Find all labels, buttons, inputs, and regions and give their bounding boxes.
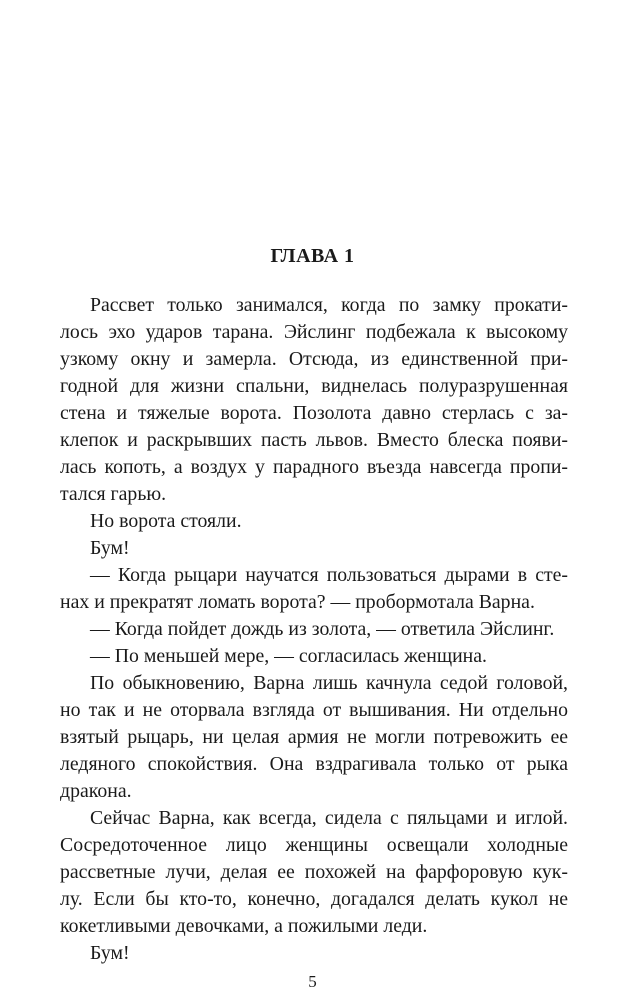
text-line: рассветные лучи, делая ее похожей на фарфоровую кук-	[60, 861, 568, 883]
text-line: — По меньшей мере, — согласилась женщина.	[90, 645, 487, 667]
text-line: кокетливыми девочками, а пожилыми леди.	[60, 915, 428, 937]
text-line: но так и не оторвала взгляда от вышивания. Ни отдельно	[60, 699, 568, 721]
text-line: ледяного спокойствия. Она вздрагивала только от рыка	[60, 753, 568, 775]
text-line: Но ворота стояли.	[90, 510, 242, 532]
text-line: — Когда пойдет дождь из золота, — ответила Эйслинг.	[90, 618, 555, 640]
text-line: взятый рыцарь, ни целая армия не могли потревожить ее	[60, 726, 568, 748]
text-line: Бум!	[90, 537, 130, 559]
text-line: узкому окну и замерла. Отсюда, из единственной при-	[60, 348, 568, 370]
chapter-title: ГЛАВА 1	[270, 245, 355, 267]
text-line: тался гарью.	[60, 483, 167, 505]
text-line: Рассвет только занимался, когда по замку прокати-	[90, 294, 568, 316]
text-line: Бум!	[90, 942, 130, 964]
page-number: 5	[308, 972, 317, 991]
text-line: дракона.	[60, 780, 132, 802]
text-line: лось эхо ударов тарана. Эйслинг подбежала к высокому	[60, 321, 568, 343]
text-line: лу. Если бы кто-то, конечно, догадался делать кукол не	[60, 888, 568, 910]
text-line: Сосредоточенное лицо женщины освещали холодные	[60, 834, 568, 856]
text-line: годной для жизни спальни, виднелась полуразрушенная	[60, 375, 568, 397]
text-line: стена и тяжелые ворота. Позолота давно стерлась с за-	[60, 402, 568, 424]
text-line: нах и прекратят ломать ворота? — пробормотала Варна.	[60, 591, 535, 613]
text-line: клепок и раскрывших пасть львов. Вместо блеска появи-	[60, 429, 568, 451]
text-line: По обыкновению, Варна лишь качнула седой головой,	[90, 672, 568, 694]
text-line: Сейчас Варна, как всегда, сидела с пяльцами и иглой.	[90, 807, 568, 829]
text-line: лась копоть, а воздух у парадного въезда навсегда пропи-	[60, 456, 568, 478]
text-line: — Когда рыцари научатся пользоваться дырами в сте-	[90, 564, 568, 586]
